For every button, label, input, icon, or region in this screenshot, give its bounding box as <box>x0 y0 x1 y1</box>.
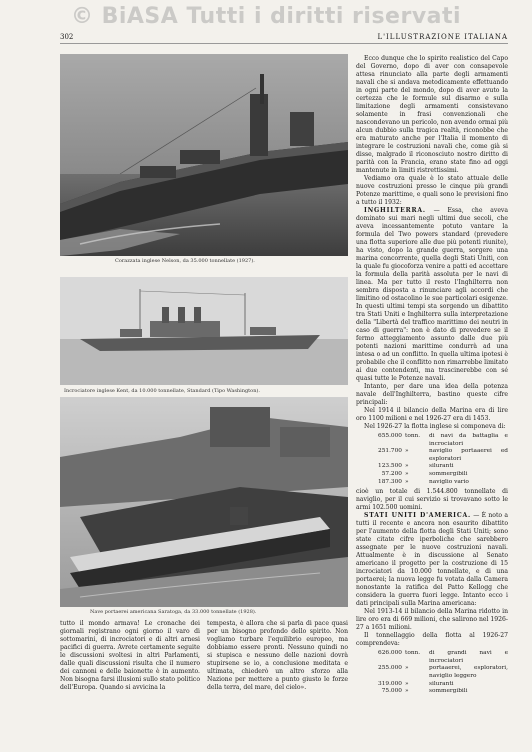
caption-photo2: Incrociatore inglese Kent, da 10.000 tonnellate, Standard (Tipo Washington). <box>64 388 260 394</box>
tonnage: 319.000 <box>378 680 402 687</box>
description: siluranti <box>429 680 454 687</box>
section-title: INGHILTERRA. <box>364 207 426 214</box>
description: di navi da battaglia e incrociatori <box>429 433 508 447</box>
unit: » <box>405 463 409 470</box>
watermark: © BiASA Tutti i diritti riservati <box>70 4 462 29</box>
section-body: — È noto a tutti il recente e ancora non esaurito dibattito per l'aumento della flotta degli Stati Uniti; sono state citate cifre iperboliche che sarebbero assegnate per le nuove costruzioni navali. Attualmente è in discussione al Senato americano il progetto per la costruzione di 15 incrociatori da 10.000 tonnellate, e di una portaerei; la nuova legge fu votata dalla Camera nonostante la ratifica del Patto Kellogg che considera la guerra fuori legge. Intanto ecco i dati principali sulla Marina americana: <box>356 512 508 608</box>
description: siluranti <box>429 463 454 470</box>
carrier-illustration <box>60 397 348 607</box>
tonnage: 57.200 <box>381 470 402 477</box>
battleship-photo <box>60 54 348 256</box>
tonnage: 626.000 <box>378 650 402 657</box>
section-title: STATI UNITI D'AMERICA. <box>364 512 471 520</box>
bottom-column-2 <box>207 620 348 744</box>
description: sommergibili <box>429 688 468 695</box>
bottom-column-1 <box>60 620 200 744</box>
carrier-photo <box>60 397 348 607</box>
paragraph: cioè un totale di 1.544.800 tonnellate di naviglio, per il cui servizio si trovavano sotto le armi 102.500 uomini. <box>356 488 508 512</box>
magazine-title: L'ILLUSTRAZIONE ITALIANA <box>377 33 508 41</box>
description: portaaerei, esploratori, naviglio leggero <box>429 665 508 679</box>
unit: » <box>405 665 409 672</box>
description: naviglio portaaerei ed esploratori <box>429 448 508 462</box>
running-header <box>60 33 508 44</box>
paragraph: Intanto, per dare una idea della potenza navale dell'Inghilterra, bastino queste cifre principali: <box>356 383 508 406</box>
table-row <box>356 688 508 696</box>
paragraph: Nel 1914 il bilancio della Marina era di lire oro 1100 milioni e nel 1926-27 era di 1453. <box>356 407 508 422</box>
table-row <box>356 650 508 665</box>
description: sommergibili <box>429 470 468 477</box>
tonnage: 655.000 <box>378 433 402 439</box>
paragraph: Nel 1913-14 il bilancio della Marina ridotto in lire oro era di 669 milioni, che salirono nel 1926-27 a 1651 milioni. <box>356 608 508 632</box>
unit: » <box>405 448 409 455</box>
cruiser-illustration <box>60 277 348 385</box>
table-row <box>356 665 508 680</box>
table-row <box>356 479 508 487</box>
paragraph: Nel 1926-27 la flotta inglese si componeva di: <box>364 423 506 430</box>
table-row <box>356 448 508 463</box>
paragraph: Vediamo ora quale è lo stato attuale delle nuove costruzioni presso le cinque più grandi Potenze marittime, e quali sono le previsioni fino a tutto il 1932: <box>356 175 508 206</box>
table-row <box>356 463 508 471</box>
paragraph: tempesta, è allora che si parla di pace quasi per un bisogno profondo dello spirito. Non vogliamo turbare l'equilibrio europeo, ma dobbiamo essere pronti. Nessuno quindi no si stupisca e nessuno delle nazioni dovrà stupirsene se io, a conclusione meditata e ultimata, chiederò un altro sforzo alla Nazione per mettere a punto giusto le forze della terra, del mare, del cielo». <box>207 620 348 691</box>
unit: » <box>405 688 409 695</box>
tonnage: 255.000 <box>378 665 402 672</box>
unit: » <box>405 680 409 687</box>
battleship-illustration <box>60 54 348 256</box>
page-number: 302 <box>60 33 74 41</box>
table-row <box>356 471 508 479</box>
caption-photo1: Corazzata inglese Nelson, da 35.000 tonnellate (1927). <box>115 258 255 264</box>
tonnage: 123.500 <box>378 463 402 470</box>
description: naviglio vario <box>429 478 469 485</box>
section-usa <box>356 512 508 608</box>
tonnage: 187.300 <box>378 478 402 485</box>
unit: » <box>405 478 409 485</box>
table-row <box>356 681 508 689</box>
section-england <box>356 207 508 383</box>
england-fleet-table <box>356 433 508 486</box>
paragraph: Il tonnellaggio della flotta al 1926-27 comprendeva: <box>356 632 508 648</box>
section-body: — Essa, che aveva dominato sui mari negli ultimi due secoli, che aveva incessantemente potuto vantare la formula del Two powers standard (prevedere una flotta superiore alle due più potenti riunite), ha visto, dopo la grande guerra, sorgere una marina concorrente, quella degli Stati Uniti, con la quale fu giocoforza venire a patti ed accettare la formula della parità assoluta per le navi di linea. Ma per tutto il resto l'Inghilterra non sembra disposta a rinunciare agli accordi che limitino od ostacolino le sue particolari esigenze. In questi ultimi tempi sta sorgendo un dibattito tra Stati Uniti e Inghilterra sulla interpretazione della "Libertà del traffico marittimo dei neutri in caso di guerra": non è dato di prevedere se il fermo atteggiamento assunto dalle due più potenti nazioni marittime condurrà ad una intesa o ad un conflitto. In quella ultima ipotesi è probabile che il conflitto non rimarrebbe limitato ai due contendenti, ma trascinerebbe con sé quasi tutte le Potenze navali. <box>356 207 508 382</box>
tonnage: 75.000 <box>381 688 402 695</box>
paragraph: tutto il mondo armava! Le cronache dei giornali registrano ogni giorno il varo di sottomarini, di incrociatori e di altri arnesi pacifici di guerra. Avrete certamente seguite le discussioni svoltesi in altri Parlamenti, dalle quali discussioni risulta che il numero dei cannoni e delle baionette è in aumento. Non bisogna farsi illusioni sullo stato politico dell'Europa. Quando si avvicina la <box>60 620 200 691</box>
table-row <box>356 433 508 448</box>
right-column <box>356 55 508 745</box>
unit: » <box>405 470 409 477</box>
cruiser-photo <box>60 277 348 385</box>
paragraph: Ecco dunque che lo spirito realistico del Capo del Governo, dopo di aver con consapevole attesa rinunciato alla parte degli armamenti navali che si andava metodicamente effettuando in ogni parte del mondo, dopo di aver avuto la certezza che le formule sul disarmo e sulla limitazione degli armamenti consistevano solamente in frasi convenzionali che nascondevano un pericolo, non avendo ormai più alcun dubbio sulla tragica realtà, riconobbe che era maturato anche per l'Italia il momento di integrare le costruzioni navali che, come già si disse, malgrado il riconosciuto nostro diritto di parità con la Francia, erano state fino ad oggi mantenute in limiti ristrettissimi. <box>356 55 508 174</box>
unit: tonn. <box>405 433 421 439</box>
usa-fleet-table <box>356 650 508 696</box>
description: di grandi navi e incrociatori <box>429 650 508 664</box>
tonnage: 251.700 <box>378 448 402 455</box>
unit: tonn. <box>405 650 421 657</box>
caption-photo3: Nave portaerei americana Saratoga, da 33.000 tonnellate (1928). <box>90 609 257 615</box>
